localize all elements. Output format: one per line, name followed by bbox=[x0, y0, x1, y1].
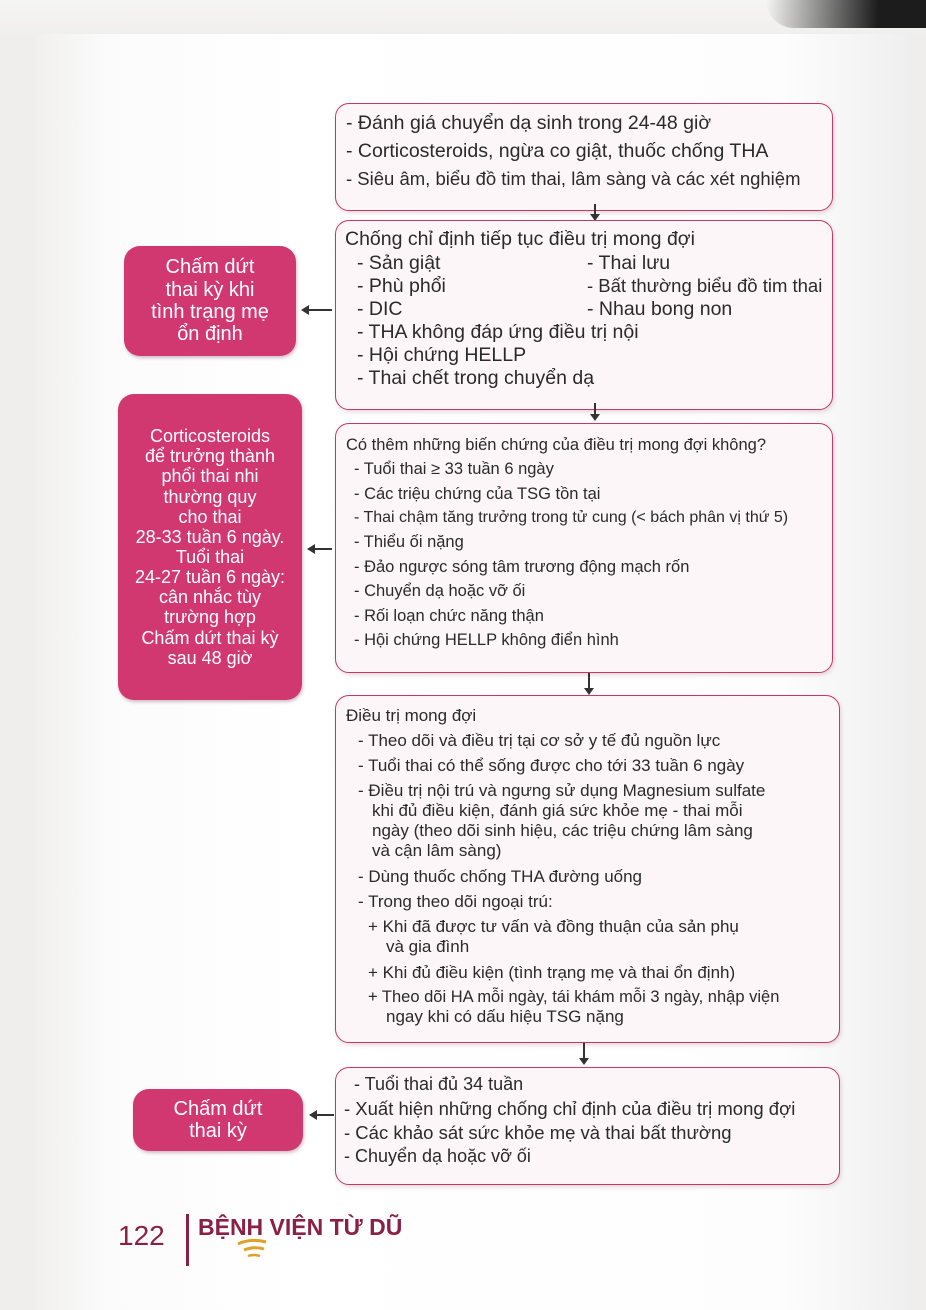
box2-heading: Chống chỉ định tiếp tục điều trị mong đợi bbox=[345, 228, 695, 250]
box4-line-1: - Theo dõi và điều trị tại cơ sở y tế đủ nguồn lực bbox=[358, 731, 721, 751]
initial-assessment-box bbox=[335, 103, 833, 211]
box2-row-1 bbox=[345, 252, 832, 275]
side3-line-2: thai kỳ bbox=[189, 1120, 247, 1142]
box4-line-13: ngay khi có dấu hiệu TSG nặng bbox=[386, 1007, 624, 1027]
terminate-pregnancy-box bbox=[133, 1089, 303, 1151]
box2-item-abnormal-ctg: - Bất thường biểu đồ tim thai bbox=[587, 275, 823, 296]
hospital-name: BỆNH VIỆN TỪ DŨ bbox=[198, 1214, 403, 1240]
box2-item-fetal-death: - Thai lưu bbox=[587, 252, 671, 274]
side2-line-5: cho thai bbox=[178, 506, 242, 527]
side2-line-2: để trưởng thành bbox=[145, 446, 275, 467]
side3-line-1: Chấm dứt bbox=[173, 1097, 263, 1120]
contraindications-box bbox=[335, 220, 833, 410]
arrow-box2-side1 bbox=[304, 309, 332, 311]
side2-line-9: cân nhắc tùy bbox=[158, 587, 262, 608]
side2-line-12: sau 48 giờ bbox=[167, 647, 253, 668]
box4-heading: Điều trị mong đợi bbox=[346, 706, 477, 725]
box2-item-intrapartum-death: - Thai chết trong chuyển dạ bbox=[357, 367, 595, 389]
terminate-criteria-box bbox=[335, 1067, 840, 1185]
box3-item-1: - Tuổi thai ≥ 33 tuần 6 ngày bbox=[354, 460, 554, 479]
side2-line-10: trường hợp bbox=[164, 607, 256, 628]
box2-item-hellp: - Hội chứng HELLP bbox=[357, 344, 527, 366]
box3-heading: Có thêm những biến chứng của điều trị mong đợi không? bbox=[346, 436, 767, 454]
box1-line-1: - Đánh giá chuyển dạ sinh trong 24-48 giờ bbox=[346, 112, 712, 134]
side2-line-8: 24-27 tuần 6 ngày: bbox=[134, 567, 286, 588]
box4-line-4: khi đủ điều kiện, đánh giá sức khỏe mẹ - thai mỗi bbox=[372, 801, 743, 821]
box3-item-4: - Thiểu ối nặng bbox=[354, 533, 464, 552]
box3-item-2: - Các triệu chứng của TSG tồn tại bbox=[354, 484, 601, 503]
box3-item-6: - Chuyển dạ hoặc vỡ ối bbox=[354, 582, 526, 601]
corticosteroids-box bbox=[118, 394, 302, 700]
box1-line-3: - Siêu âm, biểu đồ tim thai, lâm sàng và các xét nghiệm bbox=[346, 168, 801, 189]
box4-line-2: - Tuổi thai có thể sống được cho tới 33 tuần 6 ngày bbox=[358, 756, 745, 776]
box4-line-3: - Điều trị nội trú và ngưng sử dụng Magnesium sulfate bbox=[358, 781, 766, 801]
box4-line-11: + Khi đủ điều kiện (tình trạng mẹ và thai ổn định) bbox=[368, 962, 736, 982]
box4-line-6: và cận lâm sàng) bbox=[372, 841, 502, 861]
box4-line-5: ngày (theo dõi sinh hiệu, các triệu chứng lâm sàng bbox=[372, 821, 753, 841]
box4-line-12: + Theo dõi HA mỗi ngày, tái khám mỗi 3 ngày, nhập viện bbox=[368, 987, 780, 1006]
complications-box bbox=[335, 423, 833, 673]
arrow-box5-side3 bbox=[312, 1114, 334, 1116]
footer-divider bbox=[186, 1214, 189, 1266]
box5-line-3: - Các khảo sát sức khỏe mẹ và thai bất thường bbox=[344, 1122, 732, 1144]
box2-item-refractory-htn: - THA không đáp ứng điều trị nội bbox=[357, 321, 639, 343]
arrow-3-4 bbox=[588, 673, 590, 693]
terminate-when-stable-box bbox=[124, 246, 296, 356]
page-edge-shadow bbox=[766, 0, 926, 28]
box2-row-2 bbox=[345, 275, 832, 298]
page-number: 122 bbox=[118, 1220, 165, 1251]
box3-item-3: - Thai chậm tăng trưởng trong tử cung (< bách phân vị thứ 5) bbox=[354, 509, 789, 527]
side1-line-3: tình trạng mẹ bbox=[151, 301, 269, 323]
box5-line-1: - Tuổi thai đủ 34 tuần bbox=[354, 1074, 524, 1094]
side1-line-2: thai kỳ khi bbox=[165, 278, 255, 301]
hospital-logo-icon bbox=[236, 1236, 272, 1260]
side2-line-3: phổi thai nhi bbox=[161, 466, 259, 487]
box4-line-10: và gia đình bbox=[386, 937, 470, 957]
arrow-2-3 bbox=[594, 403, 596, 419]
side2-line-7: Tuổi thai bbox=[175, 547, 245, 567]
box4-line-7: - Dùng thuốc chống THA đường uống bbox=[358, 867, 643, 887]
side2-line-11: Chấm dứt thai kỳ bbox=[141, 627, 279, 648]
side1-line-4: ổn định bbox=[177, 323, 243, 346]
side1-line-1: Chấm dứt bbox=[165, 256, 255, 279]
arrow-4-5 bbox=[583, 1043, 585, 1063]
box2-item-dic: - DIC bbox=[357, 298, 403, 320]
arrow-1-2 bbox=[594, 204, 596, 219]
arrow-box3-side2 bbox=[310, 548, 332, 550]
side2-line-6: 28-33 tuần 6 ngày. bbox=[135, 526, 285, 547]
box2-item-eclampsia: - Sản giật bbox=[357, 252, 441, 274]
box4-line-8: - Trong theo dõi ngoại trú: bbox=[358, 892, 553, 912]
side2-line-4: thường quy bbox=[163, 486, 257, 507]
box4-line-9: + Khi đã được tư vấn và đồng thuận của sản phụ bbox=[368, 917, 739, 937]
box5-line-2: - Xuất hiện những chống chỉ định của điều trị mong đợi bbox=[344, 1098, 796, 1120]
box2-item-pulmonary-edema: - Phù phổi bbox=[357, 275, 446, 297]
box2-row-3 bbox=[345, 298, 832, 321]
box2-item-abruption: - Nhau bong non bbox=[587, 298, 733, 320]
box3-item-8: - Hội chứng HELLP không điển hình bbox=[354, 631, 619, 650]
expectant-management-box bbox=[335, 695, 840, 1043]
box1-line-2: - Corticosteroids, ngừa co giật, thuốc chống THA bbox=[346, 140, 769, 162]
box3-item-7: - Rối loạn chức năng thận bbox=[354, 606, 544, 625]
box3-item-5: - Đảo ngược sóng tâm trương động mạch rốn bbox=[354, 557, 690, 576]
side2-line-1: Corticosteroids bbox=[149, 426, 271, 447]
box5-line-4: - Chuyển dạ hoặc vỡ ối bbox=[344, 1145, 531, 1166]
